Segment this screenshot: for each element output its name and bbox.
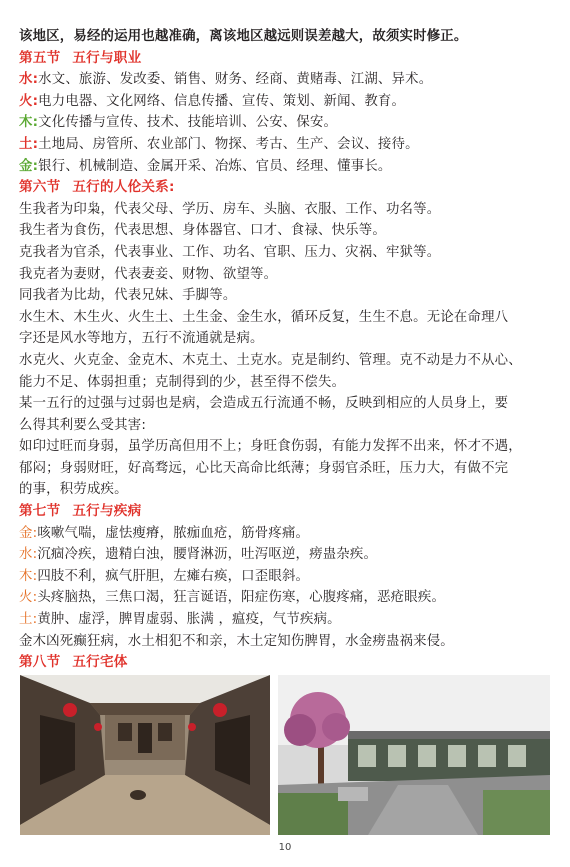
section7-row xyxy=(19,523,551,545)
house-render-photo xyxy=(278,675,550,835)
row-text: 水文、旅游、发改委、销售、财务、经商、黄赌毒、江湖、异术。 xyxy=(38,72,433,88)
paragraph-line: 水克火、火克金、金克木、木克土、土克水。克是制约、管理。克不动是力不从心、 xyxy=(19,352,522,368)
section8-title xyxy=(19,652,551,674)
paragraph-line: 生我者为印枭，代表父母、学历、房车、头脑、衣服、工作、功名等。 xyxy=(19,201,441,217)
row-text: 银行、机械制造、金属开采、冶炼、官员、经理、懂事长。 xyxy=(38,158,392,174)
paragraph-line: 么得其利要么受其害: xyxy=(19,417,147,433)
section6-title xyxy=(19,177,551,199)
paragraph-line: 我生者为食伤，代表思想、身体器官、口才、食禄、快乐等。 xyxy=(19,223,386,239)
paragraph-line: 我克者为妻财，代表妻妾、财物、欲望等。 xyxy=(19,266,278,282)
row-text: 四肢不利，疯气肝胆，左瘫右痪，口歪眼斜。 xyxy=(37,568,310,584)
page-number: 10 xyxy=(278,842,292,853)
section5-text: 五行与职业 xyxy=(72,49,142,66)
section7-row xyxy=(19,544,551,566)
row-text: 黄肿、虚浮，脾胃虚弱、胀满 ，瘟疫，气节疾病。 xyxy=(37,612,341,628)
row-key: 火: xyxy=(19,590,38,606)
section7-text: 五行与疾病 xyxy=(72,503,142,520)
section7-row xyxy=(19,566,551,588)
section5-row xyxy=(19,156,551,178)
section5-row xyxy=(19,91,551,113)
paragraph-line: 字还是风水等地方，五行不流通就是病。 xyxy=(19,331,264,347)
paragraph-line: 同我者为比劫，代表兄妹、手脚等。 xyxy=(19,288,237,304)
courtyard-photo xyxy=(20,675,270,835)
section8-text: 五行宅体 xyxy=(72,654,128,671)
section7-row xyxy=(19,587,551,609)
row-key: 水: xyxy=(19,72,39,88)
row-text: 文化传播与宣传、技术、技能培训、公安、保安。 xyxy=(38,115,338,131)
section5-row xyxy=(19,112,551,134)
closing-line: 金木凶死癫狂病，水土相犯不和亲，木土定知伤脾胃，水金痨蛊祸来侵。 xyxy=(19,633,454,649)
row-text: 咳嗽气喘，虚怯瘦瘠，脓痂血疮，筋骨疼痛。 xyxy=(37,525,310,541)
section7-title xyxy=(19,501,551,523)
paragraph-line: 的事，积劳成疾。 xyxy=(19,482,128,498)
row-key: 木: xyxy=(19,115,39,131)
row-key: 金: xyxy=(19,158,39,174)
section5-number: 第五节 xyxy=(19,49,61,66)
paragraph-line: 如印过旺而身弱，虽学历高但用不上；身旺食伤弱，有能力发挥不出来，怀才不遇， xyxy=(19,439,522,455)
row-text: 土地局、房管所、农业部门、物探、考古、生产、会议、接待。 xyxy=(38,136,419,152)
row-key: 水: xyxy=(19,547,38,563)
section6-number: 第六节 xyxy=(19,179,61,196)
photo-row xyxy=(20,675,550,835)
row-key: 木: xyxy=(19,568,38,584)
section5-row xyxy=(19,69,551,91)
row-key: 火: xyxy=(19,93,39,109)
section5-title xyxy=(19,48,551,70)
paragraph-line: 能力不足、体弱担重；克制得到的少，甚至得不偿失。 xyxy=(19,374,346,390)
section5-row xyxy=(19,134,551,156)
paragraph-line: 水生木、木生火、火生土、土生金、金生水，循环反复，生生不息。无论在命理八 xyxy=(19,309,509,325)
row-key: 土: xyxy=(19,612,38,628)
paragraph-line: 郁闷；身弱财旺，好高骛远，心比天高命比纸薄；身弱官杀旺，压力大，有做不完 xyxy=(19,460,509,476)
section6-text: 五行的人伦关系: xyxy=(72,179,175,196)
row-key: 土: xyxy=(19,136,39,152)
section8-number: 第八节 xyxy=(19,654,61,671)
section7-row xyxy=(19,609,551,631)
paragraph-line: 克我者为官杀，代表事业、工作、功名、官职、压力、灾祸、牢狱等。 xyxy=(19,244,441,260)
paragraph-line: 某一五行的过强与过弱也是病，会造成五行流通不畅，反映到相应的人员身上，要 xyxy=(19,396,509,412)
row-text: 头疼脑热，三焦口渴，狂言诞语，阳症伤寒，心腹疼痛，恶疮眼疾。 xyxy=(37,590,446,606)
row-text: 电力电器、文化网络、信息传播、宣传、策划、新闻、教育。 xyxy=(38,93,406,109)
row-key: 金: xyxy=(19,525,38,541)
page-content xyxy=(19,26,551,695)
intro-line: 该地区，易经的运用也越准确，离该地区越远则误差越大，故须实时修正。 xyxy=(19,29,468,44)
row-text: 沉痼冷疾，遗精白浊，腰肾淋沥，吐泻呕逆，痨蛊杂疾。 xyxy=(37,547,378,563)
section7-number: 第七节 xyxy=(19,503,61,520)
